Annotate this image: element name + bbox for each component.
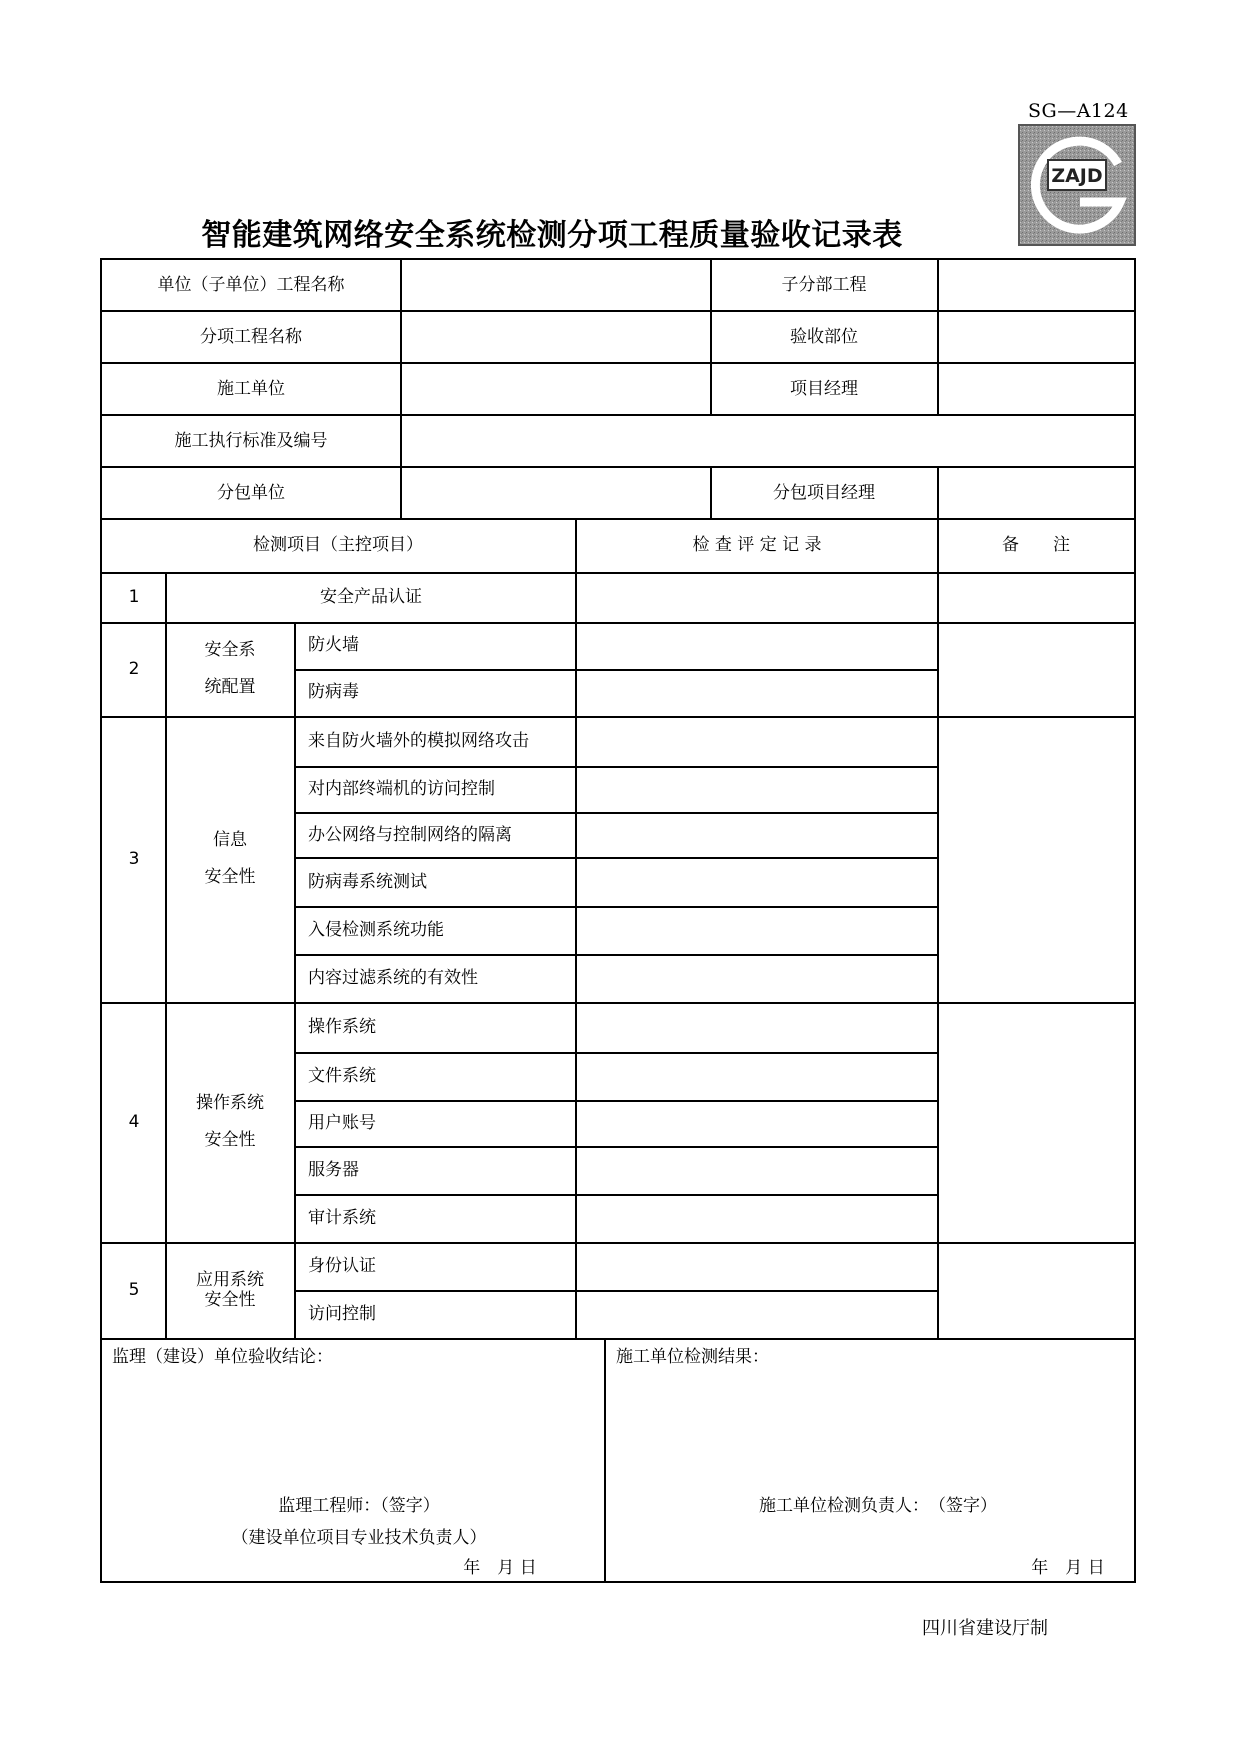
group-name-line2: 安全性 <box>204 1129 256 1150</box>
label-sub-project-manager: 分包项目经理 <box>773 482 875 503</box>
label-subcontractor: 分包单位 <box>217 482 285 503</box>
group-number: 2 <box>128 658 140 679</box>
label-sub-division: 子分部工程 <box>781 274 867 295</box>
label-acceptance-part: 验收部位 <box>790 326 858 347</box>
label-standard: 施工执行标准及编号 <box>174 430 328 451</box>
check-item: 办公网络与控制网络的隔离 <box>308 824 512 845</box>
label-project-manager: 项目经理 <box>790 378 858 399</box>
check-item: 防病毒系统测试 <box>308 871 427 892</box>
group-name-line2: 统配置 <box>204 676 256 697</box>
check-item: 审计系统 <box>308 1207 376 1228</box>
check-item: 防火墙 <box>308 634 359 655</box>
group-number: 1 <box>128 586 140 607</box>
check-item: 防病毒 <box>308 681 359 702</box>
check-item: 操作系统 <box>308 1016 376 1037</box>
group-name-line2: 安全性 <box>204 866 256 887</box>
check-item: 内容过滤系统的有效性 <box>308 967 478 988</box>
group-name-line1: 应用系统 <box>196 1269 264 1290</box>
group-number: 3 <box>128 848 140 869</box>
group-name-line1: 安全系 <box>204 639 256 660</box>
check-item: 入侵检测系统功能 <box>308 919 444 940</box>
date-left: 年 月 日 <box>463 1557 537 1578</box>
label-unit-project-name: 单位（子单位）工程名称 <box>157 274 345 295</box>
acceptance-form <box>100 258 1136 1583</box>
group-number: 4 <box>128 1111 140 1132</box>
group-name-line1: 信息 <box>213 829 247 850</box>
group-name-line1: 操作系统 <box>196 1092 264 1113</box>
label-construction-unit: 施工单位 <box>217 378 285 399</box>
page-title: 智能建筑网络安全系统检测分项工程质量验收记录表 <box>201 218 903 253</box>
check-item: 服务器 <box>308 1159 359 1180</box>
issuer-footer: 四川省建设厅制 <box>922 1618 1048 1639</box>
check-item: 来自防火墙外的模拟网络攻击 <box>308 730 529 751</box>
supervisor-signature: 监理工程师：（签字） <box>278 1495 440 1516</box>
date-right: 年 月 日 <box>1031 1557 1105 1578</box>
column-header-item: 检测项目（主控项目） <box>253 534 423 555</box>
form-code: SG—A124 <box>1028 100 1129 122</box>
group-number: 5 <box>128 1279 140 1300</box>
construction-result-label: 施工单位检测结果： <box>616 1347 769 1367</box>
check-item: 身份认证 <box>308 1255 376 1276</box>
logo-text: ZAJD <box>1051 165 1103 187</box>
supervisor-note: （建设单位项目专业技术负责人） <box>231 1527 487 1548</box>
check-item: 对内部终端机的访问控制 <box>308 778 495 799</box>
zajd-logo <box>1018 124 1136 246</box>
check-item: 用户账号 <box>308 1112 376 1133</box>
check-item: 文件系统 <box>308 1065 376 1086</box>
label-sub-item-name: 分项工程名称 <box>200 326 302 347</box>
column-header-remark: 备 注 <box>1002 534 1070 555</box>
construction-signature: 施工单位检测负责人： （签字） <box>759 1495 997 1516</box>
supervision-conclusion-label: 监理（建设）单位验收结论： <box>112 1347 333 1367</box>
group-name: 安全产品认证 <box>320 586 422 607</box>
group-name-line2: 安全性 <box>204 1289 256 1310</box>
check-item: 访问控制 <box>308 1303 376 1324</box>
column-header-record: 检 查 评 定 记 录 <box>692 534 822 555</box>
